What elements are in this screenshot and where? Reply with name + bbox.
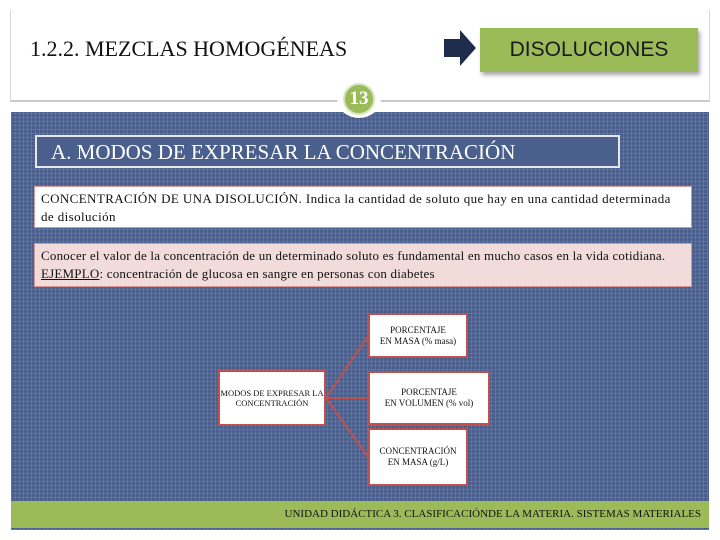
footer-bar: UNIDAD DIDÁCTICA 3. CLASIFICACIÓNDE LA MATERIA. SISTEMAS MATERIALES: [11, 501, 709, 528]
info-box: [34, 243, 692, 287]
diagram-node-mass-concentration: [368, 428, 468, 486]
content-panel: [11, 112, 709, 530]
diagram-root-node: [218, 370, 326, 426]
node-2-line-1: PORCENTAJE: [401, 387, 457, 397]
info-text: Conocer el valor de la concentración de un determinado soluto es fundamental en mucho casos en la vida cotidiana.: [41, 248, 666, 263]
example-text: : concentración de glucosa en sangre en personas con diabetes: [99, 266, 435, 281]
definition-box: [34, 186, 692, 228]
section-heading: A. MODOS DE EXPRESAR LA CONCENTRACIÓN: [35, 135, 620, 168]
header-left-rule: [10, 10, 11, 102]
node-3-line-2: EN MASA (g/L): [387, 457, 449, 467]
diagram-node-percent-mass: [368, 313, 468, 358]
right-arrow-icon: [442, 28, 478, 68]
slide-title: 1.2.2. MEZCLAS HOMOGÉNEAS: [30, 36, 348, 61]
node-1-line-1: PORCENTAJE: [390, 324, 446, 335]
topic-label: DISOLUCIONES: [480, 28, 698, 72]
node-1-line-2: EN MASA (% masa): [379, 335, 457, 346]
diagram-node-percent-volume: [368, 371, 490, 425]
node-3-line-1: CONCENTRACIÓN: [379, 446, 457, 456]
header-right-rule: [709, 10, 710, 102]
example-label: EJEMPLO: [41, 266, 100, 281]
slide-number-badge: 13: [343, 83, 375, 115]
node-2-line-2: EN VOLUMEN (% vol): [384, 398, 474, 408]
definition-text: CONCENTRACIÓN DE UNA DISOLUCIÓN. Indica la cantidad de soluto que hay en una cantidad determinada de disolución: [41, 191, 671, 224]
diagram-root-label: MODOS DE EXPRESAR LA CONCENTRACIÓN: [220, 388, 324, 408]
